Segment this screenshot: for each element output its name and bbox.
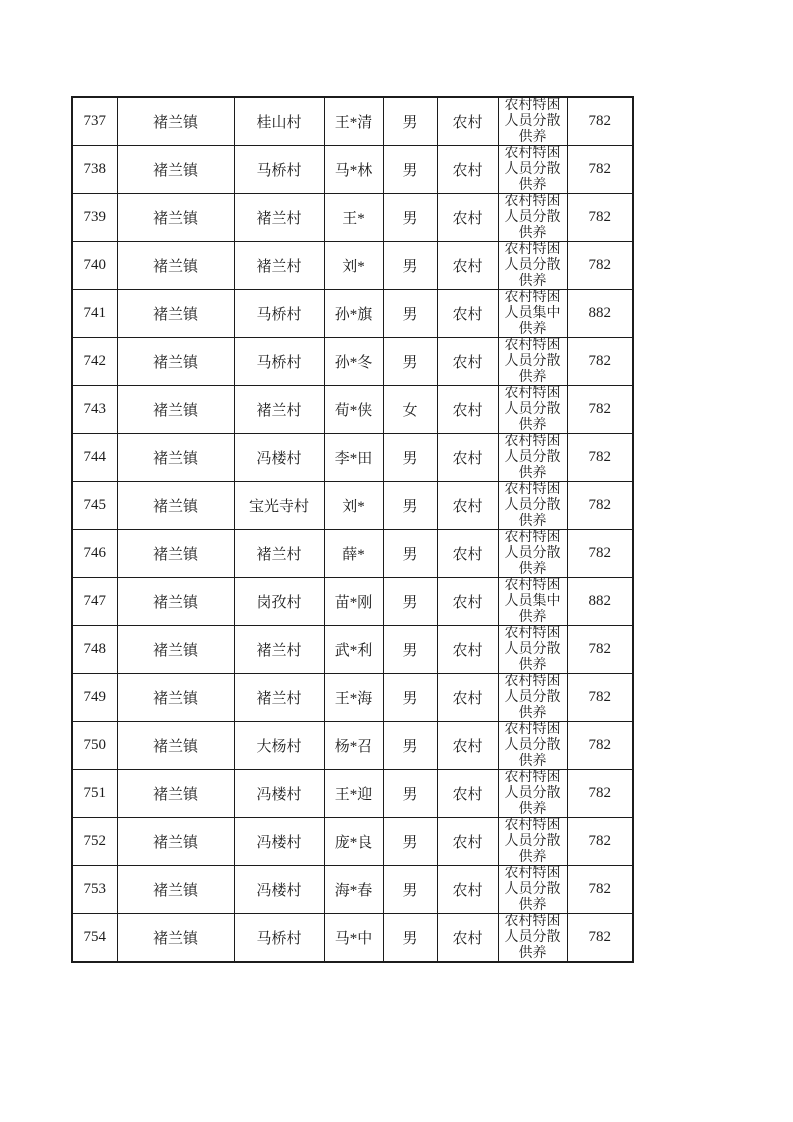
seq-cell: 740 — [72, 242, 117, 290]
area-cell: 农村 — [437, 626, 498, 674]
category-text: 农村特困人员分散供养 — [504, 626, 561, 671]
seq-cell: 738 — [72, 146, 117, 194]
area-cell: 农村 — [437, 914, 498, 963]
amount-cell: 882 — [567, 578, 633, 626]
amount-cell: 782 — [567, 338, 633, 386]
gender-cell: 男 — [383, 434, 437, 482]
village-cell: 马桥村 — [234, 290, 324, 338]
town-cell: 褚兰镇 — [117, 242, 234, 290]
category-cell — [498, 290, 567, 338]
category-text: 农村特困人员分散供养 — [504, 146, 561, 191]
amount-cell: 782 — [567, 818, 633, 866]
category-text: 农村特困人员分散供养 — [504, 482, 561, 527]
category-text: 农村特困人员分散供养 — [504, 386, 561, 431]
village-cell: 岗孜村 — [234, 578, 324, 626]
table-row — [72, 770, 633, 818]
gender-cell: 女 — [383, 386, 437, 434]
village-cell: 冯楼村 — [234, 434, 324, 482]
amount-cell: 782 — [567, 146, 633, 194]
category-cell — [498, 770, 567, 818]
table-row — [72, 194, 633, 242]
town-cell: 褚兰镇 — [117, 578, 234, 626]
name-cell: 庞*良 — [324, 818, 383, 866]
name-cell: 王*海 — [324, 674, 383, 722]
gender-cell: 男 — [383, 194, 437, 242]
table-row — [72, 97, 633, 146]
village-cell: 冯楼村 — [234, 866, 324, 914]
gender-cell: 男 — [383, 97, 437, 146]
table-row — [72, 338, 633, 386]
gender-cell: 男 — [383, 290, 437, 338]
area-cell: 农村 — [437, 338, 498, 386]
village-cell: 褚兰村 — [234, 194, 324, 242]
amount-cell: 782 — [567, 482, 633, 530]
amount-cell: 782 — [567, 866, 633, 914]
area-cell: 农村 — [437, 674, 498, 722]
area-cell: 农村 — [437, 290, 498, 338]
town-cell: 褚兰镇 — [117, 482, 234, 530]
area-cell: 农村 — [437, 818, 498, 866]
gender-cell: 男 — [383, 818, 437, 866]
category-cell — [498, 242, 567, 290]
gender-cell: 男 — [383, 530, 437, 578]
seq-cell: 752 — [72, 818, 117, 866]
category-cell — [498, 146, 567, 194]
name-cell: 杨*召 — [324, 722, 383, 770]
town-cell: 褚兰镇 — [117, 338, 234, 386]
town-cell: 褚兰镇 — [117, 434, 234, 482]
table-row — [72, 290, 633, 338]
town-cell: 褚兰镇 — [117, 194, 234, 242]
name-cell: 马*中 — [324, 914, 383, 963]
village-cell: 桂山村 — [234, 97, 324, 146]
seq-cell: 748 — [72, 626, 117, 674]
amount-cell: 782 — [567, 770, 633, 818]
seq-cell: 750 — [72, 722, 117, 770]
amount-cell: 782 — [567, 674, 633, 722]
area-cell: 农村 — [437, 770, 498, 818]
category-cell — [498, 626, 567, 674]
gender-cell: 男 — [383, 674, 437, 722]
category-text: 农村特困人员分散供养 — [504, 98, 561, 143]
category-cell — [498, 818, 567, 866]
name-cell: 李*田 — [324, 434, 383, 482]
town-cell: 褚兰镇 — [117, 626, 234, 674]
area-cell: 农村 — [437, 866, 498, 914]
village-cell: 褚兰村 — [234, 386, 324, 434]
town-cell: 褚兰镇 — [117, 290, 234, 338]
seq-cell: 745 — [72, 482, 117, 530]
table-row — [72, 866, 633, 914]
category-text: 农村特困人员分散供养 — [504, 866, 561, 911]
name-cell: 刘* — [324, 242, 383, 290]
category-cell — [498, 578, 567, 626]
village-cell: 褚兰村 — [234, 530, 324, 578]
amount-cell: 782 — [567, 626, 633, 674]
area-cell: 农村 — [437, 482, 498, 530]
seq-cell: 747 — [72, 578, 117, 626]
village-cell: 褚兰村 — [234, 242, 324, 290]
gender-cell: 男 — [383, 770, 437, 818]
category-text: 农村特困人员分散供养 — [504, 722, 561, 767]
welfare-subsidy-table — [71, 96, 634, 963]
table-row — [72, 242, 633, 290]
name-cell: 孙*冬 — [324, 338, 383, 386]
category-cell — [498, 434, 567, 482]
table-row — [72, 626, 633, 674]
gender-cell: 男 — [383, 242, 437, 290]
town-cell: 褚兰镇 — [117, 722, 234, 770]
village-cell: 马桥村 — [234, 146, 324, 194]
category-text: 农村特困人员集中供养 — [504, 290, 561, 335]
amount-cell: 782 — [567, 914, 633, 963]
table-row — [72, 722, 633, 770]
category-text: 农村特困人员分散供养 — [504, 194, 561, 239]
category-text: 农村特困人员分散供养 — [504, 434, 561, 479]
category-cell — [498, 194, 567, 242]
village-cell: 褚兰村 — [234, 626, 324, 674]
name-cell: 王*清 — [324, 97, 383, 146]
name-cell: 海*春 — [324, 866, 383, 914]
category-cell — [498, 674, 567, 722]
gender-cell: 男 — [383, 578, 437, 626]
area-cell: 农村 — [437, 386, 498, 434]
category-cell — [498, 97, 567, 146]
area-cell: 农村 — [437, 194, 498, 242]
category-cell — [498, 482, 567, 530]
town-cell: 褚兰镇 — [117, 386, 234, 434]
seq-cell: 743 — [72, 386, 117, 434]
seq-cell: 749 — [72, 674, 117, 722]
category-cell — [498, 914, 567, 963]
area-cell: 农村 — [437, 242, 498, 290]
seq-cell: 737 — [72, 97, 117, 146]
table-row — [72, 146, 633, 194]
name-cell: 薛* — [324, 530, 383, 578]
name-cell: 荀*侠 — [324, 386, 383, 434]
seq-cell: 751 — [72, 770, 117, 818]
amount-cell: 782 — [567, 722, 633, 770]
village-cell: 冯楼村 — [234, 770, 324, 818]
amount-cell: 782 — [567, 434, 633, 482]
gender-cell: 男 — [383, 482, 437, 530]
village-cell: 大杨村 — [234, 722, 324, 770]
town-cell: 褚兰镇 — [117, 770, 234, 818]
village-cell: 宝光寺村 — [234, 482, 324, 530]
town-cell: 褚兰镇 — [117, 818, 234, 866]
table-row — [72, 434, 633, 482]
seq-cell: 742 — [72, 338, 117, 386]
category-text: 农村特困人员集中供养 — [504, 578, 561, 623]
name-cell: 苗*刚 — [324, 578, 383, 626]
area-cell: 农村 — [437, 146, 498, 194]
table-row — [72, 578, 633, 626]
gender-cell: 男 — [383, 146, 437, 194]
gender-cell: 男 — [383, 866, 437, 914]
amount-cell: 782 — [567, 530, 633, 578]
name-cell: 王* — [324, 194, 383, 242]
amount-cell: 782 — [567, 242, 633, 290]
category-cell — [498, 338, 567, 386]
amount-cell: 882 — [567, 290, 633, 338]
area-cell: 农村 — [437, 722, 498, 770]
village-cell: 褚兰村 — [234, 674, 324, 722]
gender-cell: 男 — [383, 626, 437, 674]
table-body — [72, 97, 633, 962]
category-text: 农村特困人员分散供养 — [504, 530, 561, 575]
name-cell: 刘* — [324, 482, 383, 530]
table-row — [72, 674, 633, 722]
category-text: 农村特困人员分散供养 — [504, 818, 561, 863]
category-cell — [498, 530, 567, 578]
town-cell: 褚兰镇 — [117, 866, 234, 914]
village-cell: 马桥村 — [234, 338, 324, 386]
table-row — [72, 818, 633, 866]
category-text: 农村特困人员分散供养 — [504, 914, 561, 959]
category-cell — [498, 386, 567, 434]
gender-cell: 男 — [383, 914, 437, 963]
amount-cell: 782 — [567, 97, 633, 146]
seq-cell: 741 — [72, 290, 117, 338]
seq-cell: 753 — [72, 866, 117, 914]
amount-cell: 782 — [567, 386, 633, 434]
table-row — [72, 386, 633, 434]
seq-cell: 754 — [72, 914, 117, 963]
category-cell — [498, 722, 567, 770]
village-cell: 马桥村 — [234, 914, 324, 963]
category-text: 农村特困人员分散供养 — [504, 770, 561, 815]
name-cell: 马*林 — [324, 146, 383, 194]
area-cell: 农村 — [437, 530, 498, 578]
gender-cell: 男 — [383, 722, 437, 770]
town-cell: 褚兰镇 — [117, 146, 234, 194]
seq-cell: 739 — [72, 194, 117, 242]
area-cell: 农村 — [437, 578, 498, 626]
category-text: 农村特困人员分散供养 — [504, 674, 561, 719]
table-row — [72, 530, 633, 578]
area-cell: 农村 — [437, 97, 498, 146]
seq-cell: 746 — [72, 530, 117, 578]
category-cell — [498, 866, 567, 914]
category-text: 农村特困人员分散供养 — [504, 242, 561, 287]
gender-cell: 男 — [383, 338, 437, 386]
town-cell: 褚兰镇 — [117, 674, 234, 722]
category-text: 农村特困人员分散供养 — [504, 338, 561, 383]
table-row — [72, 482, 633, 530]
area-cell: 农村 — [437, 434, 498, 482]
village-cell: 冯楼村 — [234, 818, 324, 866]
town-cell: 褚兰镇 — [117, 97, 234, 146]
town-cell: 褚兰镇 — [117, 914, 234, 963]
name-cell: 王*迎 — [324, 770, 383, 818]
name-cell: 孙*旗 — [324, 290, 383, 338]
amount-cell: 782 — [567, 194, 633, 242]
seq-cell: 744 — [72, 434, 117, 482]
town-cell: 褚兰镇 — [117, 530, 234, 578]
name-cell: 武*利 — [324, 626, 383, 674]
table-row — [72, 914, 633, 963]
